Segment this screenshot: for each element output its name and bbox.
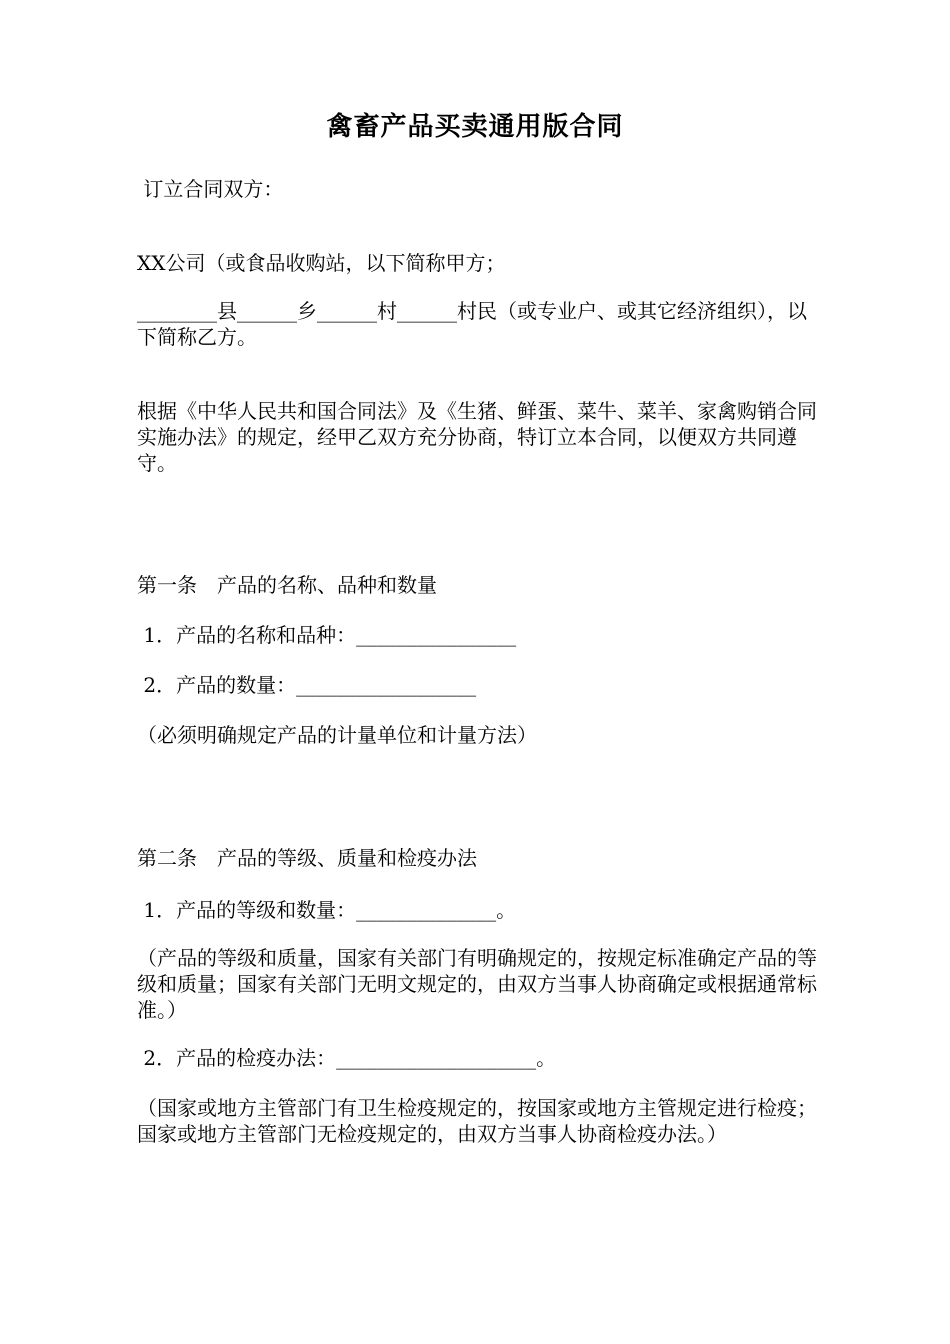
article2-item2: 2．产品的检疫办法：____________________。 — [137, 1046, 557, 1070]
article2-note2: （国家或地方主管部门有卫生检疫规定的，按国家或地方主管规定进行检疫；国家或地方主管部门无检疫规定的，由双方当事人协商检疫办法。） — [137, 1096, 817, 1146]
article1-item1: 1．产品的名称和品种：________________ — [137, 623, 517, 647]
article1-heading: 第一条 产品的名称、品种和数量 — [137, 573, 437, 597]
party-a-paragraph: XX公司（或食品收购站，以下简称甲方； — [137, 251, 506, 275]
party-b-paragraph: ________县______乡______村______村民（或专业户、或其它经济组织），以下简称乙方。 — [137, 299, 807, 349]
article2-note1: （产品的等级和质量，国家有关部门有明确规定的，按规定标准确定产品的等级和质量；国家有关部门无明文规定的，由双方当事人协商确定或根据通常标准。） — [137, 946, 817, 1022]
article1-note: （必须明确规定产品的计量单位和计量方法） — [137, 723, 537, 747]
article2-heading: 第二条 产品的等级、质量和检疫办法 — [137, 846, 477, 870]
parties-heading: 订立合同双方： — [137, 177, 284, 201]
document-title: 禽畜产品买卖通用版合同 — [326, 112, 624, 142]
article2-item1: 1．产品的等级和数量：______________。 — [137, 898, 517, 922]
article1-item2: 2．产品的数量：__________________ — [137, 673, 477, 697]
preamble-paragraph: 根据《中华人民共和国合同法》及《生猪、鲜蛋、菜牛、菜羊、家禽购销合同实施办法》的规定，经甲乙双方充分协商，特订立本合同，以便双方共同遵守。 — [137, 399, 817, 475]
